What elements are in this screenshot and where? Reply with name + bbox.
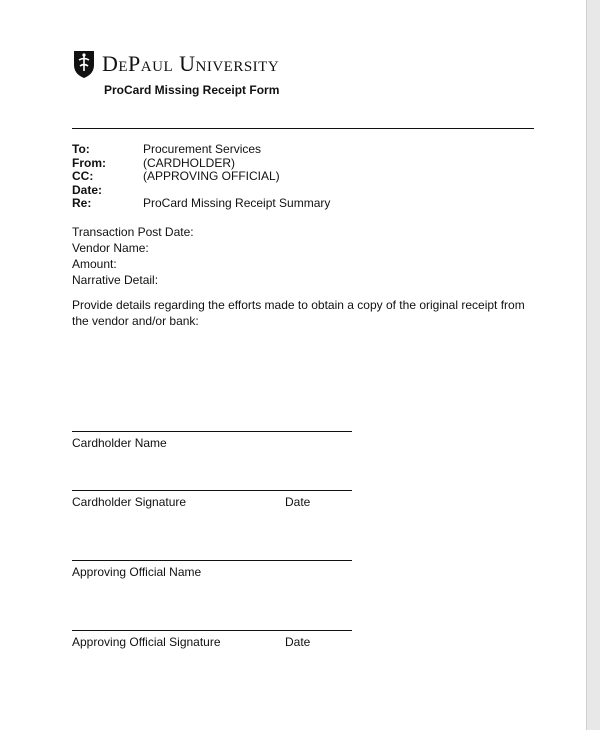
field-transaction-post-date: Transaction Post Date: [72,225,194,239]
memo-value: (CARDHOLDER) [143,155,236,170]
memo-value: (APPROVING OFFICIAL) [143,169,280,183]
signature-label: Cardholder Name [72,436,167,450]
signature-label: Cardholder Signature [72,495,187,509]
field-vendor-name: Vendor Name: [72,241,149,255]
signature-line [72,490,352,491]
memo-label: From: [72,155,106,170]
memo-row-cc [72,170,330,184]
transaction-fields [72,224,194,288]
signature-line [72,630,352,631]
memo-label: Re: [72,196,92,210]
form-title: ProCard Missing Receipt Form [104,83,280,97]
signature-block-approving-official-signature [72,630,352,649]
scrollbar-track[interactable] [588,0,600,730]
date-label: Date [285,635,311,649]
signature-label: Approving Official Name [72,565,202,579]
date-label: Date [285,495,311,509]
signature-line [72,560,352,561]
memo-row-re [72,197,330,211]
signature-block-approving-official-name [72,560,352,579]
instructions-paragraph: Provide details regarding the efforts made to obtain a copy of the original receipt from the vendor and/or bank: [72,298,525,328]
crest-icon [72,49,96,79]
university-name: DePaul University [102,51,280,76]
university-logo [72,49,279,79]
memo-row-to [72,143,330,157]
field-narrative-detail: Narrative Detail: [72,273,159,287]
memo-row-date [72,184,330,198]
signature-line [72,431,352,432]
memo-value: ProCard Missing Receipt Summary [143,196,331,210]
memo-value: Procurement Services [143,142,262,156]
field-amount: Amount: [72,257,117,271]
signature-block-cardholder-signature [72,490,352,509]
memo-block [72,143,330,211]
memo-label: Date: [72,182,103,197]
memo-label: To: [72,142,90,156]
memo-label: CC: [72,169,94,183]
signature-block-cardholder-name [72,431,352,450]
memo-row-from [72,157,330,171]
signature-label: Approving Official Signature [72,635,221,649]
header-divider [72,128,534,129]
